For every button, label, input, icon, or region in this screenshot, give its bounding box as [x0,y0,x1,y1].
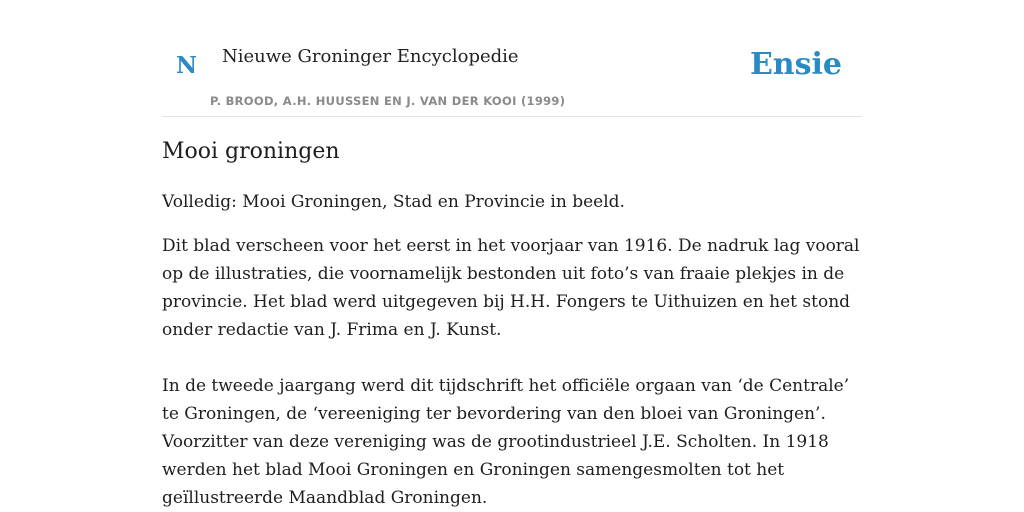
page-title: Mooi groningen [162,139,340,164]
encyclopedia-authors: P. BROOD, A.H. HUUSSEN EN J. VAN DER KOOI (1999) [210,94,566,108]
article-paragraph-1: Dit blad verscheen voor het eerst in het voorjaar van 1916. De nadruk lag vooral op de illustraties, die voornamelijk bestonden uit foto’s van fraaie plekjes in de provincie. Het blad werd uitgegeven bij H.H. Fongers te Uithuizen en het stond onder redactie van J. Frima en J. Kunst. [162,236,860,341]
article [162,138,862,512]
article-subtitle: Volledig: Mooi Groningen, Stad en Provincie in beeld. [162,191,625,212]
encyclopedia-title[interactable]: Nieuwe Groninger Encyclopedie [222,46,519,67]
header [162,0,862,117]
encyclopedia-logo[interactable]: N [176,52,198,79]
article-paragraph-2: In de tweede jaargang werd dit tijdschrift het officiële orgaan van ‘de Centrale’ te Groningen, de ‘vereeniging ter bevordering van den bloei van Groningen’. Voorzitter van deze vereniging was de grootindustrieel J.E. Scholten. In 1918 werden het blad Mooi Groningen en Groningen samengesmolten tot het geïllustreerde Maandblad Groningen. [162,376,850,509]
ensie-logo-link[interactable]: Ensie [749,47,842,82]
